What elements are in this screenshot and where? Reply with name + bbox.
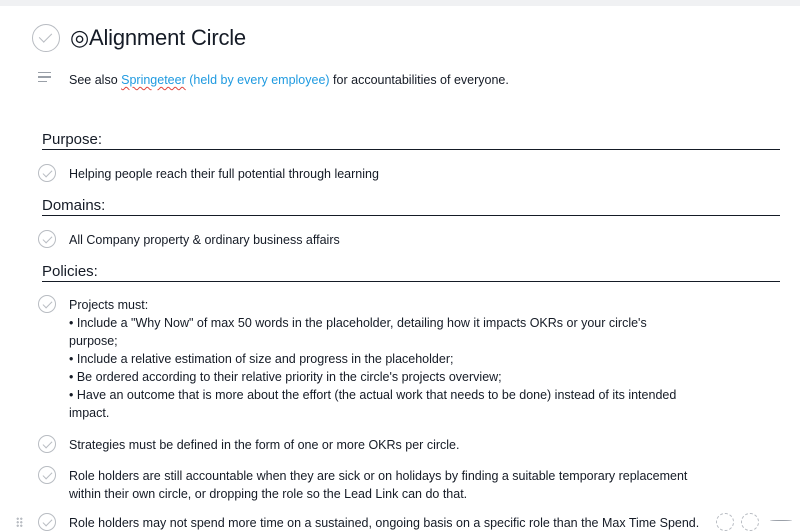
- subtask-checkmark-icon[interactable]: [38, 295, 56, 313]
- task-notes: [38, 72, 509, 87]
- subtask-checkmark-icon[interactable]: [38, 230, 56, 248]
- subtask-text[interactable]: [69, 436, 709, 454]
- section-domains[interactable]: Domains:: [42, 197, 780, 216]
- subtask-text[interactable]: [69, 165, 709, 183]
- subtask-line: Strategies must be defined in the form of one or more OKRs per circle.: [69, 438, 460, 452]
- more-actions-icon[interactable]: [770, 520, 792, 521]
- subtask-checkmark-icon[interactable]: [38, 164, 56, 182]
- section-policies[interactable]: Policies:: [42, 263, 780, 282]
- subtask-line: Helping people reach their full potential through learning: [69, 167, 379, 181]
- subtask-text[interactable]: [69, 467, 709, 503]
- subtask-line: within their own circle, or dropping the role so the Lead Link can do that.: [69, 487, 468, 501]
- subtask-checkmark-icon[interactable]: [38, 513, 56, 531]
- subtask-policy-time[interactable]: [38, 514, 709, 532]
- subtask-line: Role holders are still accountable when they are sick or on holidays by finding a suitable temporary replacement: [69, 469, 688, 483]
- section-purpose[interactable]: Purpose:: [42, 131, 780, 150]
- subtask-text[interactable]: [69, 296, 709, 422]
- notes-suffix: for accountabilities of everyone.: [329, 73, 509, 87]
- subtask-text[interactable]: [69, 231, 709, 249]
- drag-handle-icon[interactable]: [16, 517, 23, 527]
- subtask-text[interactable]: [69, 514, 709, 532]
- subtask-policy-strategies[interactable]: [38, 436, 709, 454]
- top-bar: [0, 0, 800, 6]
- notes-lines-icon: [38, 72, 51, 82]
- subtask-policy-role-holders[interactable]: [38, 467, 709, 503]
- subtask-purpose[interactable]: [38, 165, 709, 183]
- subtask-line: All Company property & ordinary business affairs: [69, 233, 340, 247]
- springeteer-link[interactable]: Springeteer: [121, 73, 186, 87]
- subtask-line: • Include a "Why Now" of max 50 words in the placeholder, detailing how it impacts OKRs or your circle's: [69, 316, 647, 330]
- subtask-line: Role holders may not spend more time on a sustained, ongoing basis on a specific role than the Max Time Spend.: [69, 516, 700, 530]
- calendar-icon[interactable]: [716, 513, 734, 531]
- subtask-domains[interactable]: [38, 231, 709, 249]
- notes-prefix: See also: [69, 73, 122, 87]
- assignee-icon[interactable]: [741, 513, 759, 531]
- subtask-line: • Have an outcome that is more about the effort (the actual work that needs to be done) instead of its intended: [69, 388, 677, 402]
- notes-text[interactable]: [69, 72, 509, 88]
- complete-task-checkmark-icon[interactable]: [32, 24, 60, 52]
- subtask-checkmark-icon[interactable]: [38, 435, 56, 453]
- task-title-row: [32, 22, 246, 54]
- subtask-line: impact.: [69, 406, 110, 420]
- subtask-checkmark-icon[interactable]: [38, 466, 56, 484]
- subtask-line: • Be ordered according to their relative priority in the circle's projects overview;: [69, 370, 502, 384]
- subtask-line: purpose;: [69, 334, 118, 348]
- held-by-employee-link[interactable]: (held by every employee): [185, 73, 330, 87]
- subtask-line: • Include a relative estimation of size and progress in the placeholder;: [69, 352, 454, 366]
- task-title[interactable]: ◎Alignment Circle: [70, 25, 246, 50]
- subtask-line: Projects must:: [69, 298, 149, 312]
- subtask-policy-projects[interactable]: [38, 296, 709, 422]
